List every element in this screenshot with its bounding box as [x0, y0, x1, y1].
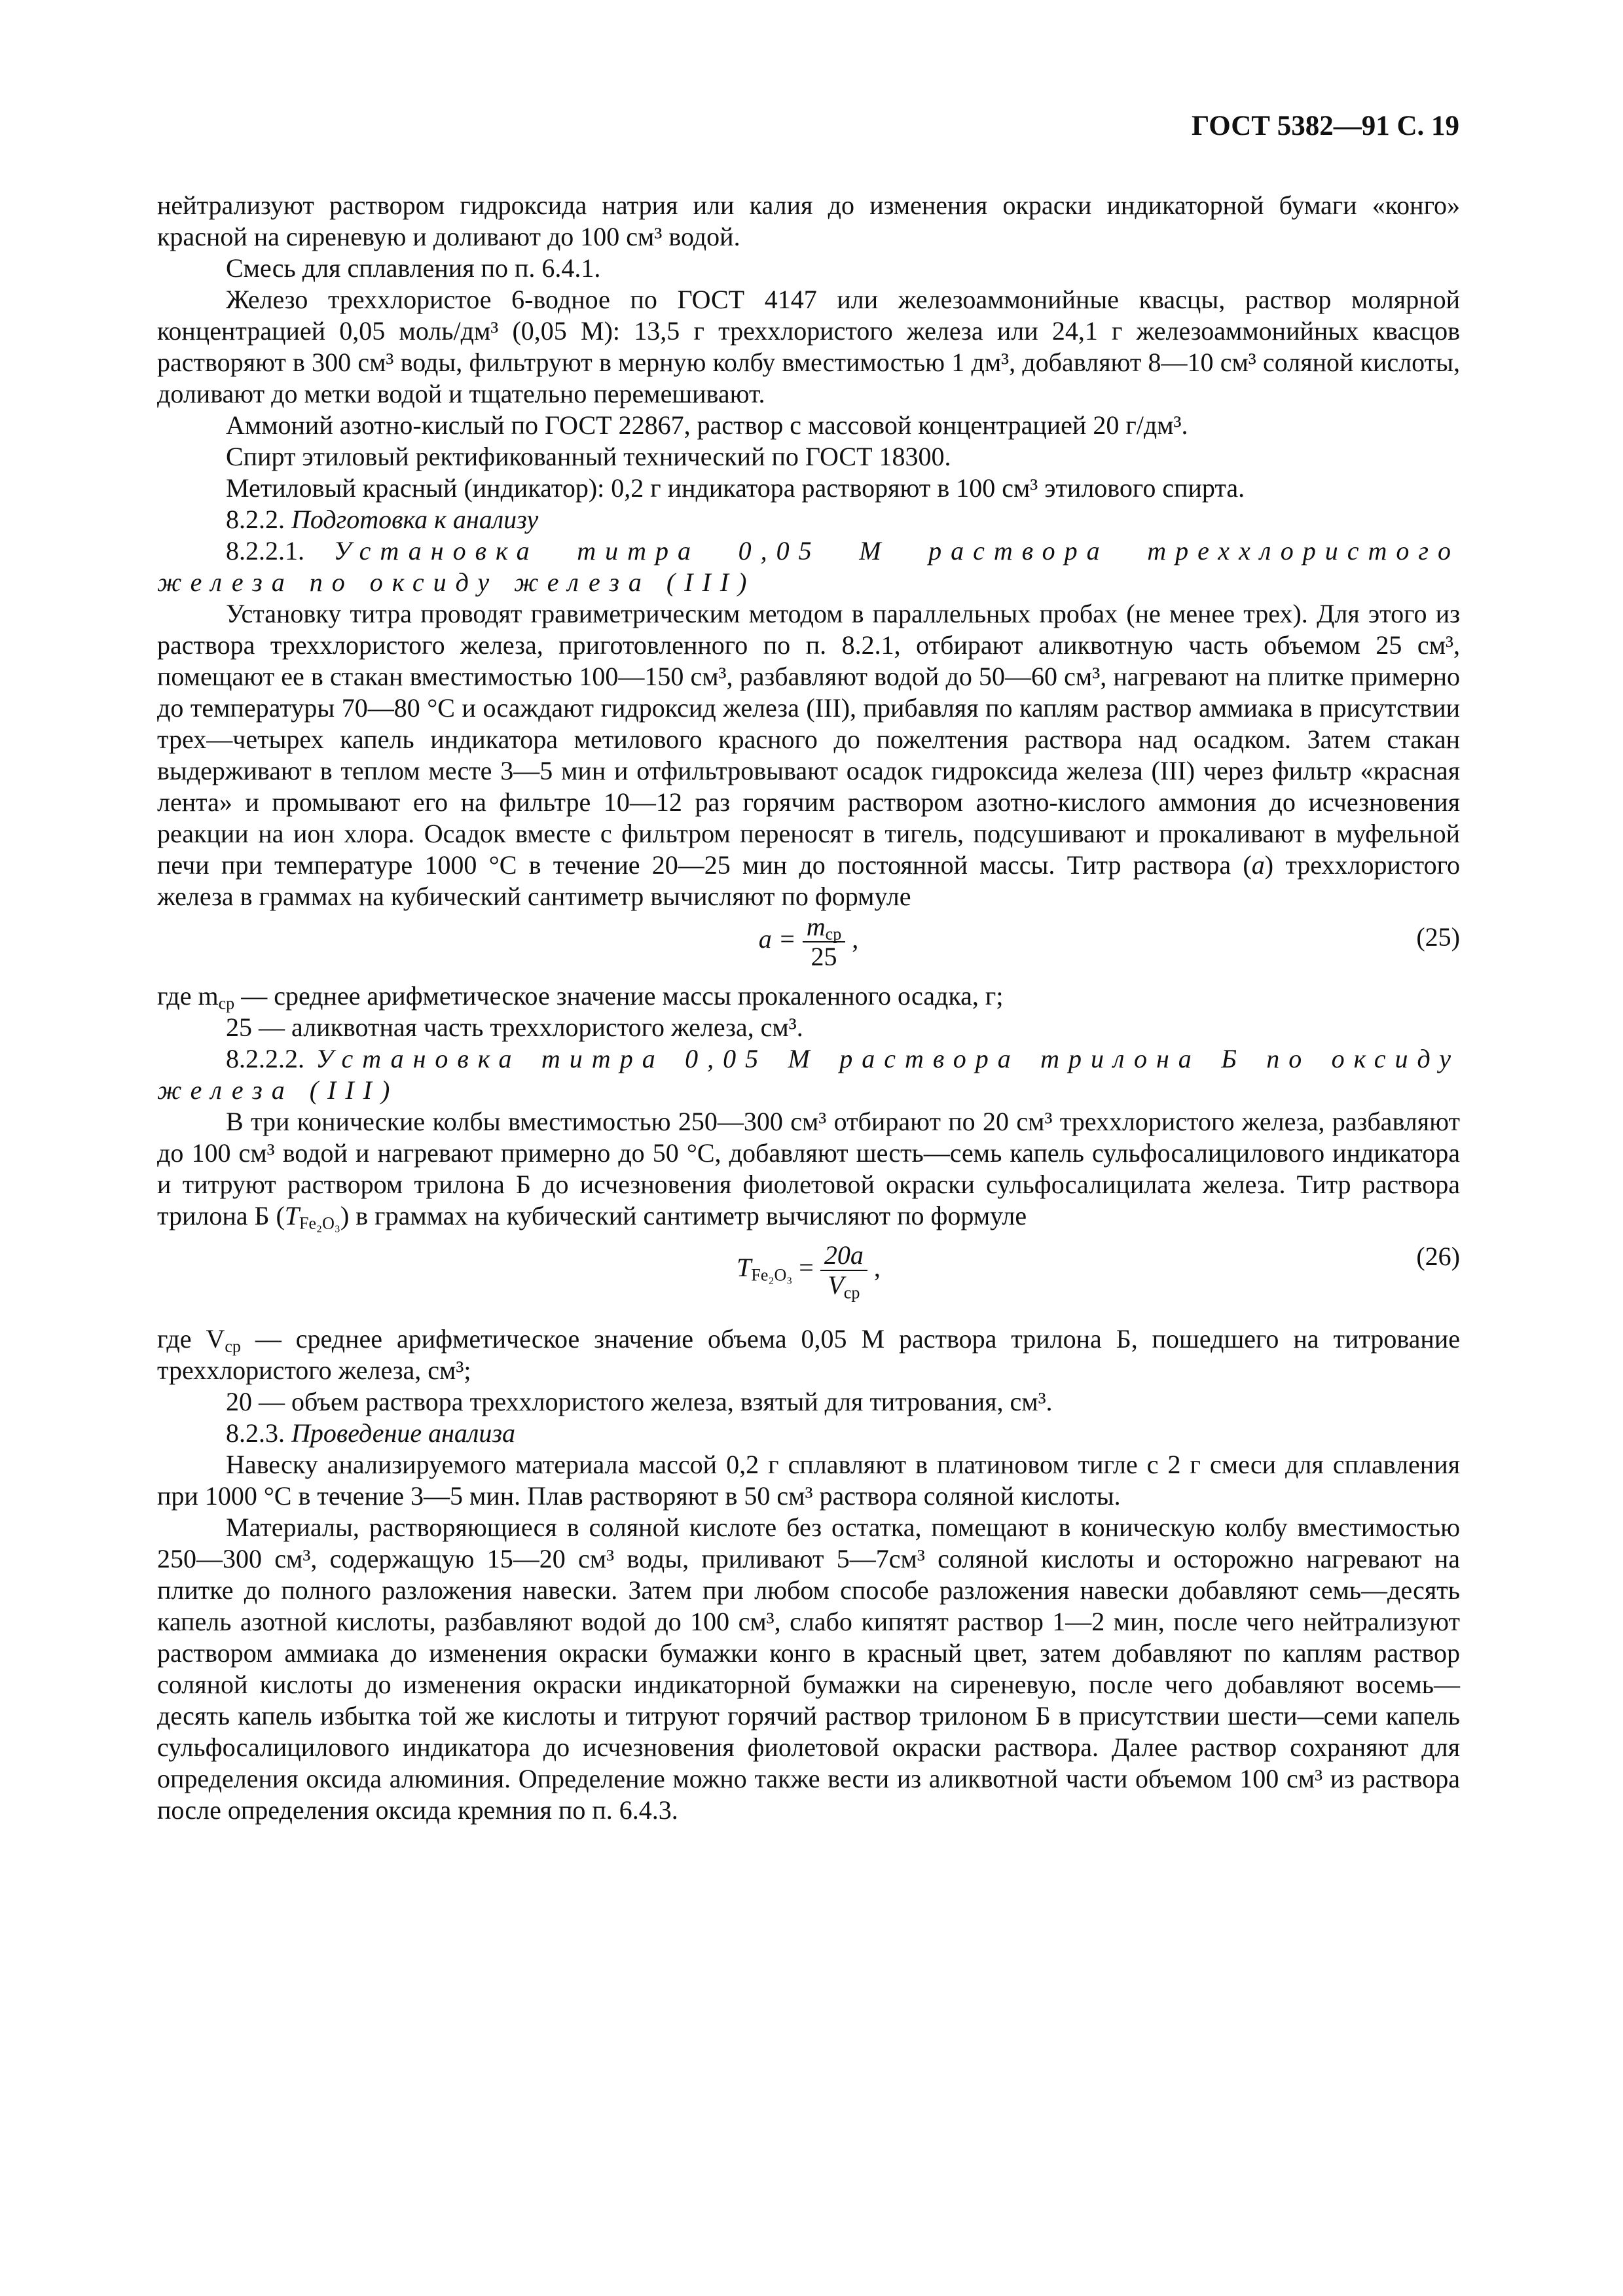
paragraph: Навеску анализируемого материала массой 0,2 г сплавляют в платиновом тигле с 2 г смеси для сплавления при 1000 °С в течение 3—5 мин. Плав растворяют в 50 см³ раствора соляной кислоты.	[157, 1450, 1460, 1511]
variable-subscript: Fe₂O₃	[299, 1213, 340, 1233]
fraction-numerator	[803, 912, 845, 942]
section-number: 8.2.2.	[226, 505, 285, 534]
formula-lhs: T	[737, 1253, 752, 1283]
formula-25	[157, 912, 1460, 980]
paragraph-text: В три конические колбы вместимостью 250—300 см³ отбирают по 20 см³ треххлористого железа, разбавляют до 100 см³ водой и нагревают примерно до 50 °С, добавляют шесть—семь капель сульфосалицилового индикатора и титруют раствором трилона Б до исчезновения фиолетовой окраски сульфосалицилата железа. Титр раствора трилона Б (	[157, 1107, 1460, 1230]
where-subscript: ср	[218, 994, 235, 1013]
variable: a	[1251, 850, 1265, 880]
formula-tail: ,	[873, 1253, 881, 1283]
fraction-denominator	[820, 1271, 867, 1300]
equals-sign: =	[799, 1253, 814, 1283]
formula-lhs: a =	[758, 924, 796, 954]
paragraph: Метиловый красный (индикатор): 0,2 г индикатора растворяют в 100 см³ этилового спирта.	[226, 473, 1245, 503]
where-text: — среднее арифметическое значение объема 0,05 М раствора трилона Б, пошедшего на титрование треххлористого железа, см³;	[157, 1324, 1460, 1385]
paragraph	[157, 1106, 1460, 1232]
section-number: 8.2.2.1.	[226, 536, 304, 565]
formula-fraction	[820, 1241, 867, 1300]
section-title: Установка титра 0,05 М раствора треххлористого железа по оксиду железа (III)	[157, 536, 1460, 597]
paragraph: Аммоний азотно-кислый по ГОСТ 22867, раствор с массовой концентрацией 20 г/дм³.	[226, 410, 1188, 440]
paragraph-text: ) в граммах на кубический сантиметр вычисляют по формуле	[340, 1201, 1027, 1230]
denominator-var: V	[828, 1270, 844, 1300]
formula-expression	[157, 1241, 1460, 1300]
paragraph: Смесь для сплавления по п. 6.4.1.	[226, 253, 601, 283]
paragraph: Железо треххлористое 6-водное по ГОСТ 4147 или железоаммонийные квасцы, раствор молярной концентрацией 0,05 моль/дм³ (0,05 М): 13,5 г треххлористого железа или 24,1 г железоаммонийных квасцов растворяют в 300 см³ воды, фильтруют в мерную колбу вместимостью 1 дм³, добавляют 8—10 см³ соляной кислоты, доливают до метки водой и тщательно перемешивают.	[157, 285, 1460, 408]
where-subscript: ср	[225, 1336, 241, 1356]
section-heading-8-2-2	[157, 504, 1460, 535]
paragraph-text: (	[1243, 850, 1252, 880]
section-title: Подготовка к анализу	[291, 505, 539, 534]
numerator-var: m	[806, 912, 826, 941]
equation-number: (26)	[1416, 1242, 1460, 1271]
section-number: 8.2.3.	[226, 1418, 285, 1448]
paragraph-text: ) треххлористого железа в граммах на кубический сантиметр вычисляют по формуле	[157, 850, 1461, 911]
paragraph	[157, 598, 1460, 912]
formula-fraction	[803, 912, 845, 971]
section-heading-8-2-2-2	[157, 1043, 1460, 1106]
section-heading-8-2-2-1	[157, 535, 1460, 598]
where-line: 20 — объем раствора треххлористого железа, взятый для титрования, см³.	[226, 1387, 1053, 1416]
where-label: где m	[157, 981, 219, 1011]
formula-tail: ,	[852, 924, 859, 954]
section-title: Проведение анализа	[291, 1418, 515, 1448]
where-line	[157, 980, 1460, 1012]
paragraph: нейтрализуют раствором гидроксида натрия или калия до изменения окраски индикаторной бумаги «конго» красной на сиреневую и доливают до 100 см³ водой.	[157, 190, 1460, 251]
where-line: 25 — аликвотная часть треххлористого железа, см³.	[226, 1013, 803, 1042]
formula-lhs-subscript: Fe₂O₃	[751, 1265, 793, 1285]
fraction-denominator: 25	[811, 942, 837, 971]
numerator-subscript: ср	[825, 924, 842, 944]
formula-26	[157, 1232, 1460, 1323]
paragraph: Материалы, растворяющиеся в соляной кислоте без остатка, помещают в коническую колбу вместимостью 250—300 см³, содержащую 15—20 см³ воды, приливают 5—7см³ соляной кислоты и осторожно нагревают на плитке до полного разложения навески. Затем при любом способе разложения навески добавляют семь—десять капель азотной кислоты, разбавляют водой до 100 см³, слабо кипятят раствор 1—2 мин, после чего нейтрализуют раствором аммиака до изменения окраски бумажки конго в красный цвет, затем добавляют по каплям раствор соляной кислоты до изменения окраски индикаторной бумажки на сиреневую, после чего добавляют восемь—десять капель избытка той же кислоты и титруют горячий раствор трилоном Б в присутствии шести—семи капель сульфосалицилового индикатора до исчезновения фиолетовой окраски раствора. Далее раствор сохраняют для определения оксида алюминия. Определение можно также вести из аликвотной части объемом 100 см³ из раствора после определения оксида кремния по п. 6.4.3.	[157, 1513, 1460, 1825]
running-title: ГОСТ 5382—91 С. 19	[1191, 111, 1459, 141]
where-text: — среднее арифметическое значение массы прокаленного осадка, г;	[234, 981, 1004, 1011]
where-label: где V	[157, 1324, 225, 1354]
paragraph: Спирт этиловый ректификованный технический по ГОСТ 18300.	[226, 442, 951, 471]
equation-number: (25)	[1416, 922, 1460, 952]
section-number: 8.2.2.2.	[226, 1044, 304, 1073]
fraction-numerator: 20a	[820, 1241, 867, 1271]
denominator-subscript: ср	[843, 1283, 860, 1302]
document-body	[157, 190, 1460, 1826]
paragraph-text: Установку титра проводят гравиметрическим методом в параллельных пробах (не менее трех). Для этого из раствора треххлористого железа, приготовленного по п. 8.2.1, отбирают аликвотную часть объемом 25 см³, помещают ее в стакан вместимостью 100—150 см³, разбавляют водой до 50—60 см³, нагревают на плитке примерно до температуры 70—80 °С и осаждают гидроксид железа (III), прибавляя по каплям раствор аммиака в присутствии трех—четырех капель индикатора метилового красного до пожелтения раствора над осадком. Затем стакан выдерживают в теплом месте 3—5 мин и отфильтровывают осадок гидроксида железа (III) через фильтр «красная лента» и промывают его на фильтре 10—12 раз горячим раствором азотно-кислого аммония до исчезновения реакции на ион хлора. Осадок вместе с фильтром переносят в тигель, подсушивают и прокаливают в муфельной печи при температуре 1000 °С в течение 20—25 мин до постоянной массы. Титр раствора	[157, 599, 1460, 880]
where-line	[157, 1323, 1460, 1386]
variable: T	[284, 1201, 300, 1230]
section-heading-8-2-3	[157, 1418, 1460, 1449]
section-title: Установка титра 0,05 М раствора трилона Б по оксиду железа (III)	[157, 1044, 1461, 1105]
formula-expression	[157, 912, 1460, 971]
